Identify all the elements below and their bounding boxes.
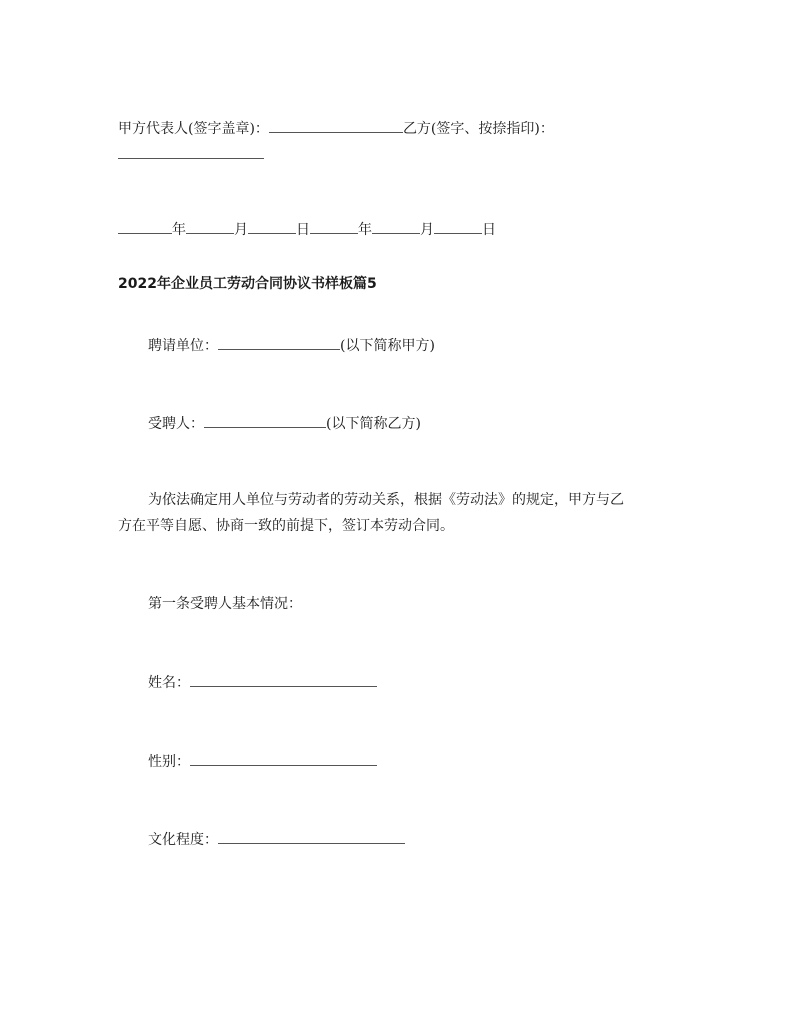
- party-a-month-label: 月: [234, 222, 248, 238]
- preamble-line-1: 为依法确定用人单位与劳动者的劳动关系，根据《劳动法》的规定，甲方与乙: [148, 492, 624, 508]
- party-a-month-blank[interactable]: [186, 219, 234, 234]
- party-b-day-blank[interactable]: [434, 219, 482, 234]
- party-a-signature-blank[interactable]: [269, 118, 403, 133]
- party-b-year-label: 年: [358, 222, 372, 238]
- party-b-signature-blank[interactable]: [118, 144, 264, 159]
- employee-row: [148, 413, 421, 434]
- employer-suffix: (以下简称甲方): [340, 338, 435, 354]
- employee-blank[interactable]: [204, 413, 326, 428]
- name-row: [148, 672, 377, 693]
- education-label: 文化程度：: [148, 832, 218, 848]
- employee-label: 受聘人：: [148, 416, 204, 432]
- preamble-line-2: 方在平等自愿、协商一致的前提下，签订本劳动合同。: [118, 518, 454, 534]
- party-a-signature-label: 甲方代表人(签字盖章)：: [118, 121, 269, 137]
- name-blank[interactable]: [190, 672, 377, 687]
- party-a-year-label: 年: [172, 222, 186, 238]
- employer-label: 聘请单位：: [148, 338, 218, 354]
- signature-row: [118, 118, 554, 139]
- party-a-year-blank[interactable]: [118, 219, 172, 234]
- employer-row: [148, 335, 435, 356]
- gender-blank[interactable]: [190, 751, 377, 766]
- employer-blank[interactable]: [218, 335, 340, 350]
- article1-title: 第一条受聘人基本情况：: [148, 596, 302, 612]
- party-b-day-label: 日: [482, 222, 496, 238]
- party-a-day-label: 日: [296, 222, 310, 238]
- party-b-signature-row: [118, 144, 264, 165]
- party-b-month-label: 月: [420, 222, 434, 238]
- party-b-year-blank[interactable]: [310, 219, 358, 234]
- party-b-signature-label: 乙方(签字、按捺指印)：: [402, 121, 554, 137]
- education-row: [148, 829, 405, 850]
- party-a-day-blank[interactable]: [248, 219, 296, 234]
- section-title: 2022年企业员工劳动合同协议书样板篇5: [118, 276, 377, 292]
- date-row: [118, 219, 496, 240]
- party-b-month-blank[interactable]: [372, 219, 420, 234]
- education-blank[interactable]: [218, 829, 405, 844]
- name-label: 姓名：: [148, 675, 190, 691]
- employee-suffix: (以下简称乙方): [326, 416, 421, 432]
- gender-row: [148, 751, 377, 772]
- gender-label: 性别：: [148, 754, 190, 770]
